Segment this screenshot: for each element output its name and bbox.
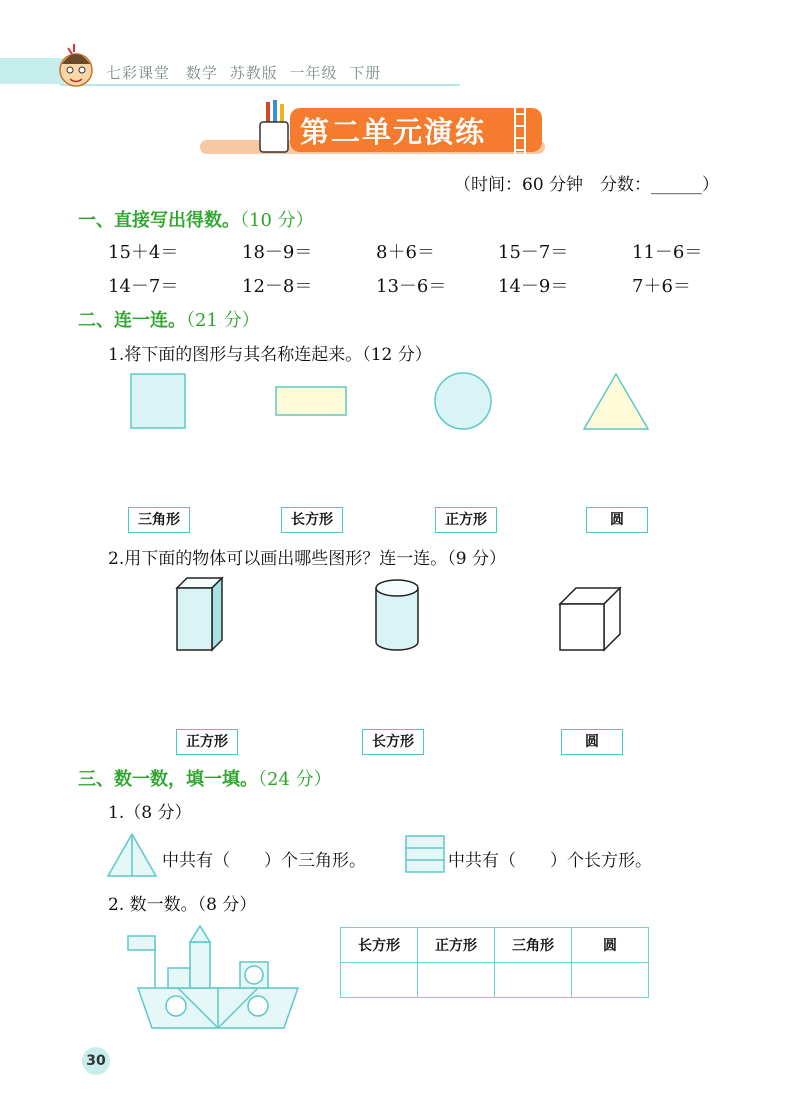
- header-text: 七彩课堂 数学 苏教版 一年级 下册: [106, 64, 382, 82]
- table-header-row: [341, 928, 649, 963]
- equation: 13－6＝: [376, 276, 447, 297]
- label-square[interactable]: 正方形: [435, 507, 497, 533]
- equation: 7＋6＝: [632, 276, 691, 297]
- section3-title: 三、数一数，填一填。: [78, 769, 258, 790]
- section3-points: （24 分）: [258, 769, 332, 790]
- answer-cell[interactable]: [572, 963, 649, 998]
- page-title: 第二单元演练: [300, 115, 487, 149]
- boat-figure: [128, 926, 298, 1028]
- page-number: 30: [82, 1047, 110, 1075]
- q3-2-prompt: 2. 数一数。（8 分）: [108, 895, 257, 915]
- square-shape: [131, 374, 185, 428]
- q3-1-prompt: 1.（8 分）: [108, 803, 192, 823]
- section1-title: 一、直接写出得数。: [78, 210, 240, 231]
- q3-1-triangle-blank: 中共有（ ）个三角形。: [162, 851, 366, 871]
- table-header-cell: 长方形: [341, 928, 418, 963]
- label-circle-2[interactable]: 圆: [561, 729, 623, 755]
- count-table: [340, 927, 649, 998]
- cuboid-solid: [177, 578, 222, 650]
- table-header-cell: 圆: [572, 928, 649, 963]
- rectangle-shape: [276, 387, 346, 415]
- section2-title: 二、连一连。: [78, 310, 186, 331]
- answer-cell[interactable]: [341, 963, 418, 998]
- q2-2-prompt: 2.用下面的物体可以画出哪些图形？连一连。（9 分）: [108, 549, 506, 569]
- q3-1-rectangle-blank: 中共有（ ）个长方形。: [448, 851, 652, 871]
- rectangle-count-figure: [406, 836, 444, 872]
- section1-points: （10 分）: [240, 210, 314, 231]
- cylinder-solid: [376, 580, 418, 650]
- triangle-count-figure: [108, 834, 156, 876]
- triangle-shape: [584, 374, 648, 429]
- equation: 14－7＝: [108, 276, 179, 297]
- table-answer-row: [341, 963, 649, 998]
- equation: 8＋6＝: [376, 242, 435, 263]
- q2-1-prompt: 1.将下面的图形与其名称连起来。（12 分）: [108, 345, 432, 365]
- equation: 12－8＝: [242, 276, 313, 297]
- time-score-line: （时间：60 分钟 分数：______）: [454, 175, 720, 195]
- equation: 11－6＝: [632, 242, 703, 263]
- equation: 15－7＝: [498, 242, 569, 263]
- equation: 18－9＝: [242, 242, 313, 263]
- label-triangle[interactable]: 三角形: [128, 507, 190, 533]
- table-header-cell: 正方形: [418, 928, 495, 963]
- equation: 15＋4＝: [108, 242, 179, 263]
- answer-cell[interactable]: [418, 963, 495, 998]
- label-rectangle-2[interactable]: 长方形: [362, 729, 424, 755]
- label-rectangle[interactable]: 长方形: [281, 507, 343, 533]
- circle-shape: [435, 373, 491, 429]
- section3-heading: [78, 765, 332, 791]
- cube-solid: [560, 588, 620, 650]
- equation: 14－9＝: [498, 276, 569, 297]
- table-header-cell: 三角形: [495, 928, 572, 963]
- section2-points: （21 分）: [186, 310, 260, 331]
- label-circle[interactable]: 圆: [586, 507, 648, 533]
- label-square-2[interactable]: 正方形: [176, 729, 238, 755]
- answer-cell[interactable]: [495, 963, 572, 998]
